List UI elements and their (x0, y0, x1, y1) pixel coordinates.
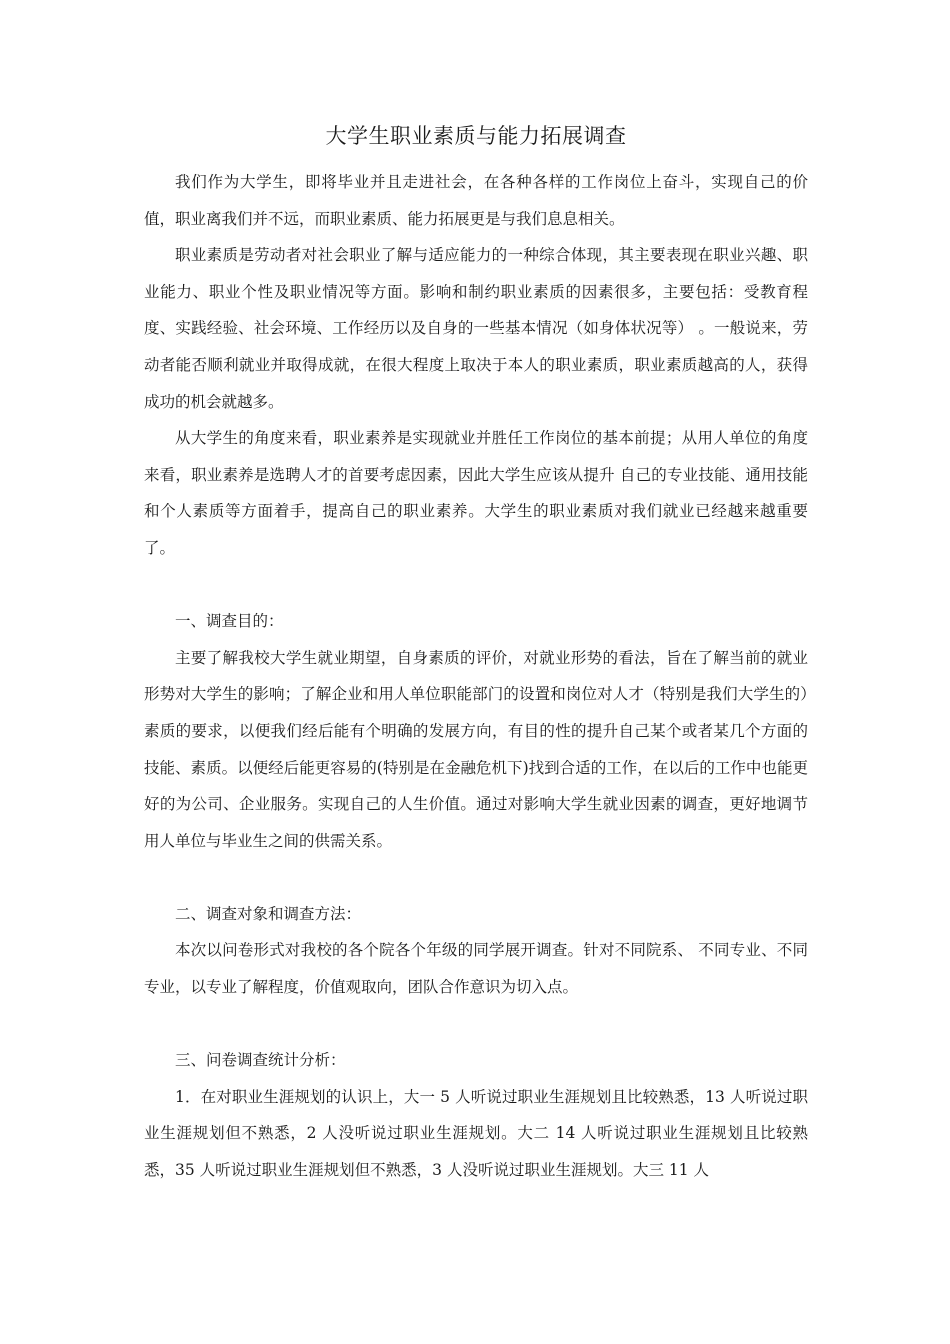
section-1-heading: 一、调查目的： (175, 612, 284, 631)
intro-paragraph-3: 从大学生的角度来看，职业素养是实现就业并胜任工作岗位的基本前提；从用人单位的角度来看，职业素养是选聘人才的首要考虑因素，因此大学生应该从提升 自己的专业技能、通用技能和个人素质等方面着手，提高自己的职业素养。大学生的职业素质对我们就业已经越来越重要了。 (144, 429, 808, 557)
document-page (144, 118, 808, 1189)
document-title: 大学生职业素质与能力拓展调查 (325, 124, 627, 148)
section-3-heading: 三、问卷调查统计分析： (175, 1051, 346, 1070)
intro-paragraph-2: 职业素质是劳动者对社会职业了解与适应能力的一种综合体现，其主要表现在职业兴趣、职业能力、职业个性及职业情况等方面。影响和制约职业素质的因素很多，主要包括：受教育程度、实践经验、社会环境、工作经历以及自身的一些基本情况（如身体状况等） 。一般说来，劳动者能否顺利就业并取得成就，在很大程度上取决于本人的职业素质，职业素质越高的人，获得成功的机会就越多。 (144, 246, 808, 411)
section-3-body: 1．在对职业生涯规划的认识上，大一 5 人听说过职业生涯规划且比较熟悉，13 人听说过职业生涯规划但不熟悉，2 人没听说过职业生涯规划。大二 14 人听说过职业生涯规划且比较熟悉，35 人听说过职业生涯规划但不熟悉，3 人没听说过职业生涯规划。大三 11 人 (144, 1087, 808, 1180)
spacer (144, 567, 808, 604)
spacer (144, 859, 808, 896)
section-2-heading: 二、调查对象和调查方法： (175, 904, 362, 923)
spacer (144, 1006, 808, 1043)
intro-paragraph-1: 我们作为大学生，即将毕业并且走进社会，在各种各样的工作岗位上奋斗，实现自己的价值，职业离我们并不远，而职业素质、能力拓展更是与我们息息相关。 (144, 173, 808, 228)
section-1-body: 主要了解我校大学生就业期望，自身素质的评价，对就业形势的看法，旨在了解当前的就业形势对大学生的影响；了解企业和用人单位职能部门的设置和岗位对人才（特别是我们大学生的）素质的要求，以便我们经后能有个明确的发展方向，有目的性的提升自己某个或者某几个方面的技能、素质。以便经后能更容易的(特别是在金融危机下)找到合适的工作，在以后的工作中也能更好的为公司、企业服务。实现自己的人生价值。通过对影响大学生就业因素的调查，更好地调节用人单位与毕业生之间的供需关系。 (144, 648, 808, 850)
section-2-body: 本次以问卷形式对我校的各个院各个年级的同学展开调查。针对不同院系、 不同专业、不同专业，以专业了解程度，价值观取向，团队合作意识为切入点。 (144, 941, 808, 997)
